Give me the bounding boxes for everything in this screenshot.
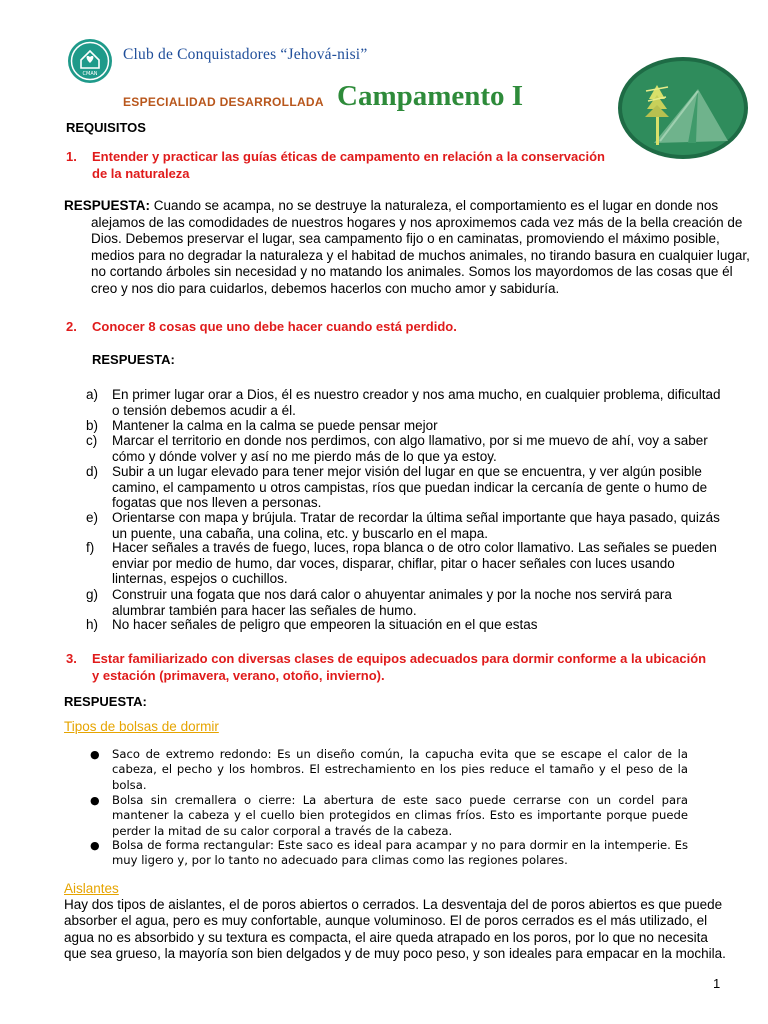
list-item: e) Orientarse con mapa y brújula. Tratar de recordar la última señal importante que haya pasado, quizás un puente, una cabaña, una colina, etc. y buscarlo en el mapa.: [86, 510, 720, 541]
specialty-badge: [616, 55, 750, 161]
requirement-2-text: Conocer 8 cosas que uno debe hacer cuando está perdido.: [92, 319, 457, 334]
list-item: g) Construir una fogata que nos dará calor o ahuyentar animales y por la noche nos servirá para alumbrar también para hacer las señales de humo.: [86, 587, 672, 618]
answer-3-label: RESPUESTA:: [64, 694, 147, 709]
requirement-1-number: 1.: [66, 149, 77, 164]
page-number: 1: [713, 976, 721, 991]
list-item: ● Saco de extremo redondo: Es un diseño común, la capucha evita que se escape el calor de la cabeza, el pecho y los hombros. El estrechamiento en los pies reduce el tamaño y el peso de la bolsa.: [90, 747, 688, 792]
bullet-icon: ●: [90, 748, 100, 761]
specialty-name: Campamento I: [337, 80, 524, 112]
camping-badge-icon: [616, 55, 750, 161]
club-logo: [67, 38, 113, 84]
club-title: Club de Conquistadores “Jehová-nisi”: [123, 46, 368, 63]
requirement-3: [66, 650, 712, 684]
list-item: ● Bolsa sin cremallera o cierre: La abertura de este saco puede cerrarse con un cordel para mantener la cabeza y el cuello bien protegidos en climas fríos. Esto es importante porque puede perder la mitad de su calor corporal a través de la cabeza.: [90, 793, 688, 838]
sleeping-bags-heading[interactable]: Tipos de bolsas de dormir: [64, 719, 219, 734]
list-item: h) No hacer señales de peligro que empeoren la situación en el que estas: [86, 617, 538, 632]
answer-1-label: RESPUESTA:: [64, 198, 151, 213]
list-item: f) Hacer señales a través de fuego, luces, ropa blanca o de otro color llamativo. Las señales se pueden enviar por medio de humo, dar voces, disparar, chiflar, pitar o hacer señales con luces usando linternas, espejos o cuchillos.: [86, 540, 717, 587]
list-item: a) En primer lugar orar a Dios, él es nuestro creador y nos ama mucho, en cualquier problema, dificultad o tensión debemos acudir a él.: [86, 387, 721, 418]
list-item: ● Bolsa de forma rectangular: Este saco es ideal para acampar y no para dormir en la intemperie. Es muy ligero y, por lo tanto no adecuado para climas como las regiones polares.: [90, 838, 688, 868]
list-item: d) Subir a un lugar elevado para tener mejor visión del lugar en que se encuentra, y ver algún posible camino, el campamento u otros campistas, ríos que puedan indicar la cercanía de gente o humo de fogatas que nos lleven a personas.: [86, 464, 708, 511]
insulators-heading[interactable]: Aislantes: [64, 881, 119, 896]
bullet-icon: ●: [90, 839, 100, 852]
requirement-2-number: 2.: [66, 319, 77, 334]
answer-1: [64, 198, 751, 298]
bullet-icon: ●: [90, 794, 100, 807]
answer-2-label: RESPUESTA:: [92, 352, 175, 367]
requirement-2: [66, 318, 712, 335]
logo-text: CMAN: [82, 71, 98, 77]
list-item: b) Mantener la calma en la calma se puede pensar mejor: [86, 418, 438, 433]
answer-1-text: Cuando se acampa, no se destruye la naturaleza, el comportamiento es el lugar en donde nos alejamos de las comodidades de nuestros hogares y nos aproximemos cada vez más de la bella creación de Dios. Debemos preservar el lugar, sea campamento fijo o en caminatas, promoviendo el máximo posible, medios para no degradar la naturaleza y el habitad de muchos animales, no tirando basura en cualquier lugar, no cortando árboles sin necesidad y no matando los animales. Somos los mayordomos de las cosas que él creo y nos dio para cuidarlos, debemos hacerlos con mucho amor y sabiduría.: [91, 198, 750, 296]
specialty-label: ESPECIALIDAD DESARROLLADA: [123, 95, 324, 109]
club-logo-icon: [67, 38, 113, 84]
requisitos-heading: REQUISITOS: [66, 120, 146, 135]
insulators-text: Hay dos tipos de aislantes, el de poros abiertos o cerrados. La desventaja del de poros abiertos es que puede absorber el agua, pero es muy confortable, aunque voluminoso. El de poros cerrados es el más utilizado, el agua no es absorbido y su textura es compacta, el aire queda atrapado en los poros, por lo que no necesita que sea grueso, la mayoría son bien delgados y de muy poco peso, y son ideales para empacar en la mochila.: [64, 897, 726, 962]
list-item: c) Marcar el territorio en donde nos perdimos, con algo llamativo, por si me muevo de ahí, voy a saber cómo y dónde volver y así no me pierdo más de lo que ya estoy.: [86, 433, 708, 464]
requirement-3-number: 3.: [66, 651, 77, 666]
requirement-3-text: Estar familiarizado con diversas clases de equipos adecuados para dormir conforme a la ubicación y estación (primavera, verano, otoño, invierno).: [92, 651, 707, 683]
requirement-1: [66, 148, 612, 182]
requirement-1-text: Entender y practicar las guías éticas de campamento en relación a la conservación de la naturaleza: [92, 149, 605, 181]
